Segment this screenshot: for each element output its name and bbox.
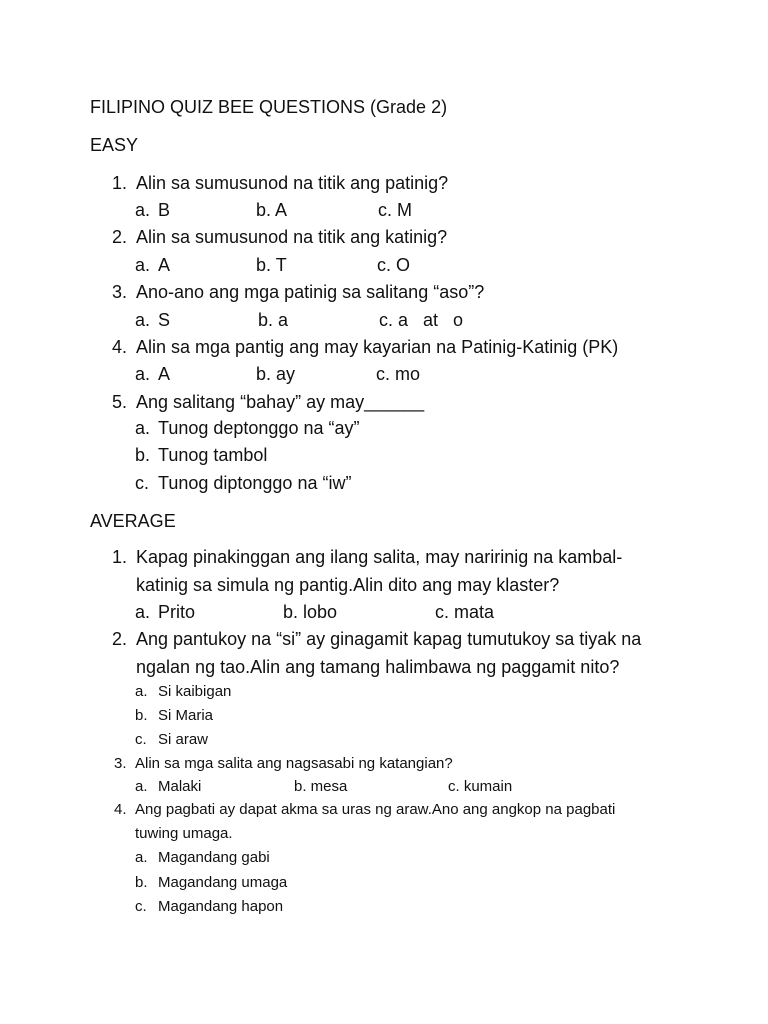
- question-text-continued: ngalan ng tao.Alin ang tamang halimbawa ng paggamit nito?: [136, 657, 620, 677]
- option-text: b. mesa: [294, 778, 348, 795]
- option-text: S: [158, 310, 171, 330]
- option-text: Malaki: [158, 778, 202, 795]
- option-letter: a.: [135, 849, 148, 866]
- section-heading-easy: EASY: [90, 135, 139, 155]
- question-number: 3.: [114, 755, 127, 772]
- option-letter: a.: [135, 683, 148, 700]
- option-text: b. T: [256, 255, 287, 275]
- question-number: 4.: [112, 337, 128, 357]
- option-text: Tunog deptonggo na “ay”: [158, 418, 360, 438]
- question-text: Ano-ano ang mga patinig sa salitang “aso”?: [136, 282, 485, 302]
- option-text: c. mata: [435, 602, 495, 622]
- option-letter: a.: [135, 778, 148, 795]
- question-text: Ang pagbati ay dapat akma sa uras ng araw.Ano ang angkop na pagbati: [135, 801, 616, 818]
- option-letter: c.: [135, 731, 147, 748]
- option-letter: a.: [135, 418, 151, 438]
- option-text: Magandang gabi: [158, 849, 270, 866]
- question-text: Alin sa mga pantig ang may kayarian na Patinig-Katinig (PK): [136, 337, 619, 357]
- option-text: B: [158, 200, 171, 220]
- question-number: 3.: [112, 282, 128, 302]
- option-text: Si kaibigan: [158, 683, 232, 700]
- option-text: b. a: [258, 310, 289, 330]
- option-text: A: [158, 364, 171, 384]
- option-text: b. A: [256, 200, 288, 220]
- question-text-continued: katinig sa simula ng pantig.Alin dito ang may klaster?: [136, 575, 560, 595]
- option-letter: a.: [135, 255, 151, 275]
- option-text: Tunog diptonggo na “iw”: [158, 473, 352, 493]
- question-number: 5.: [112, 392, 128, 412]
- question-text: Alin sa sumusunod na titik ang patinig?: [136, 173, 449, 193]
- option-letter: b.: [135, 874, 148, 891]
- question-text: Ang salitang “bahay” ay may______: [136, 392, 425, 412]
- option-text: Magandang hapon: [158, 898, 284, 915]
- option-letter: b.: [135, 445, 151, 465]
- option-letter: c.: [135, 473, 150, 493]
- option-text: c. a at o: [379, 310, 464, 330]
- question-text: Alin sa mga salita ang nagsasabi ng katangian?: [135, 755, 453, 772]
- question-number: 4.: [114, 801, 127, 818]
- option-text: Si araw: [158, 731, 209, 748]
- option-letter: a.: [135, 364, 151, 384]
- question-number: 2.: [112, 629, 128, 649]
- option-letter: a.: [135, 310, 151, 330]
- question-text: Kapag pinakinggan ang ilang salita, may naririnig na kambal-: [136, 547, 623, 567]
- option-text: c. kumain: [448, 778, 513, 795]
- option-text: Prito: [158, 602, 196, 622]
- option-text: c. mo: [376, 364, 421, 384]
- option-text: A: [158, 255, 171, 275]
- question-text: Alin sa sumusunod na titik ang katinig?: [136, 227, 448, 247]
- option-letter: a.: [135, 602, 151, 622]
- option-text: c. M: [378, 200, 412, 220]
- option-text: Magandang umaga: [158, 874, 288, 891]
- option-text: b. ay: [256, 364, 296, 384]
- question-text-continued: tuwing umaga.: [135, 825, 233, 842]
- option-letter: a.: [135, 200, 151, 220]
- option-text: Tunog tambol: [158, 445, 268, 465]
- document-title: FILIPINO QUIZ BEE QUESTIONS (Grade 2): [90, 97, 448, 117]
- option-text: c. O: [377, 255, 411, 275]
- option-letter: c.: [135, 898, 147, 915]
- section-heading-average: AVERAGE: [90, 511, 176, 531]
- option-letter: b.: [135, 707, 148, 724]
- option-text: Si Maria: [158, 707, 214, 724]
- question-number: 1.: [112, 547, 128, 567]
- option-text: b. lobo: [283, 602, 338, 622]
- question-text: Ang pantukoy na “si” ay ginagamit kapag tumutukoy sa tiyak na: [136, 629, 642, 649]
- question-number: 1.: [112, 173, 128, 193]
- question-number: 2.: [112, 227, 128, 247]
